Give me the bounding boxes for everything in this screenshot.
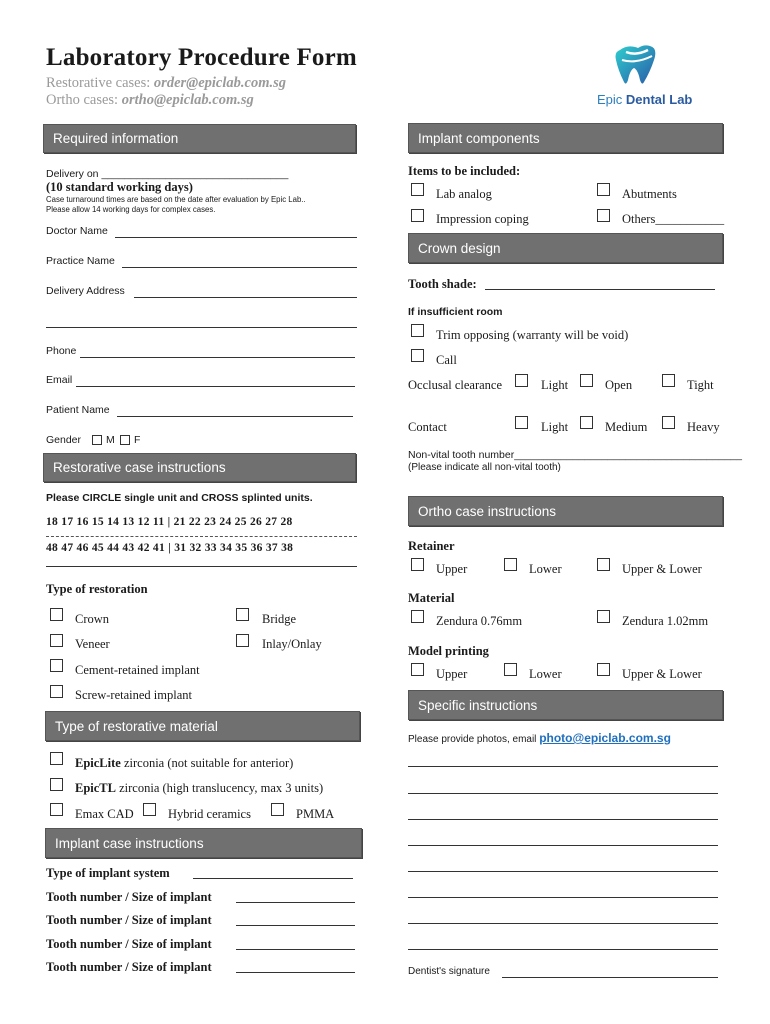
logo-text: [597, 92, 692, 107]
model-upper-label: Upper: [436, 667, 468, 681]
phone-line[interactable]: [80, 357, 355, 358]
inlay-onlay-checkbox[interactable]: [236, 634, 249, 647]
epictl-name: EpicTL: [75, 781, 116, 795]
occlusal-light-checkbox[interactable]: [515, 374, 528, 387]
specific-line-7[interactable]: [408, 923, 718, 924]
working-days-note: (10 standard working days): [46, 180, 193, 194]
specific-line-3[interactable]: [408, 819, 718, 820]
lab-analog-checkbox[interactable]: [411, 183, 424, 196]
ortho-case-header: Ortho case instructions: [408, 496, 723, 526]
email-line[interactable]: [76, 386, 355, 387]
epiclite-name: EpicLite: [75, 756, 121, 770]
retainer-label: Retainer: [408, 539, 455, 553]
circle-cross-instruction: Please CIRCLE single unit and CROSS splinted units.: [46, 492, 313, 504]
type-of-restoration-label: Type of restoration: [46, 582, 148, 596]
delivery-address-label: Delivery Address: [46, 285, 125, 297]
occlusal-tight-label: Tight: [687, 378, 714, 392]
items-included-label: Items to be included:: [408, 164, 521, 178]
ortho-email[interactable]: ortho@epiclab.com.sg: [121, 92, 254, 108]
contact-medium-checkbox[interactable]: [580, 416, 593, 429]
ortho-contact: [46, 92, 254, 109]
required-information-header: Required information: [43, 124, 356, 153]
tooth-size-line-4[interactable]: [236, 972, 355, 973]
specific-instructions-header: Specific instructions: [408, 690, 723, 720]
model-printing-label: Model printing: [408, 644, 489, 658]
epiclite-label: [75, 756, 293, 771]
gender-m-label: M: [106, 434, 115, 446]
trim-opposing-checkbox[interactable]: [411, 324, 424, 337]
cement-implant-checkbox[interactable]: [50, 659, 63, 672]
doctor-name-line[interactable]: [115, 237, 357, 238]
zendura-102-label: Zendura 1.02mm: [622, 614, 709, 628]
gender-m-checkbox[interactable]: [92, 435, 102, 445]
contact-light-checkbox[interactable]: [515, 416, 528, 429]
contact-label: Contact: [408, 420, 447, 434]
impression-coping-label: Impression coping: [436, 212, 529, 226]
retainer-upper-lower-label: Upper & Lower: [622, 562, 702, 576]
model-upper-lower-label: Upper & Lower: [622, 667, 702, 681]
epic-dental-lab-logo: [592, 42, 712, 114]
turnaround-note: Case turnaround times are based on the date after evaluation by Epic Lab..: [46, 195, 306, 204]
complex-cases-note: Please allow 14 working days for complex cases.: [46, 205, 216, 214]
insufficient-room-label: If insufficient room: [408, 306, 503, 318]
trim-opposing-label: Trim opposing (warranty will be void): [436, 328, 629, 342]
inlay-onlay-label: Inlay/Onlay: [262, 637, 322, 651]
epiclite-desc: zirconia (not suitable for anterior): [120, 756, 294, 770]
screw-implant-checkbox[interactable]: [50, 685, 63, 698]
zendura-076-checkbox[interactable]: [411, 610, 424, 623]
tooth-shade-label: Tooth shade:: [408, 277, 477, 291]
implant-components-header: Implant components: [408, 123, 723, 153]
epictl-label: [75, 781, 323, 796]
retainer-upper-checkbox[interactable]: [411, 558, 424, 571]
contact-light-label: Light: [541, 420, 569, 434]
ortho-contact-label: Ortho cases:: [46, 92, 122, 108]
abutments-checkbox[interactable]: [597, 183, 610, 196]
pmma-checkbox[interactable]: [271, 803, 284, 816]
zendura-102-checkbox[interactable]: [597, 610, 610, 623]
epictl-desc: zirconia (high translucency, max 3 units): [116, 781, 324, 795]
provide-photos-note: [408, 731, 671, 745]
delivery-address-line-2[interactable]: [46, 327, 357, 328]
restorative-material-header: Type of restorative material: [45, 711, 360, 741]
tooth-size-label-1: Tooth number / Size of implant: [46, 890, 212, 904]
model-lower-checkbox[interactable]: [504, 663, 517, 676]
practice-name-label: Practice Name: [46, 255, 115, 267]
tooth-size-label-2: Tooth number / Size of implant: [46, 913, 212, 927]
gender-f-checkbox[interactable]: [120, 435, 130, 445]
email-label: Email: [46, 374, 73, 386]
restorative-case-header: Restorative case instructions: [43, 453, 356, 482]
non-vital-tooth-field[interactable]: Non-vital tooth number_______________________________________: [408, 449, 742, 461]
retainer-upper-lower-checkbox[interactable]: [597, 558, 610, 571]
specific-line-6[interactable]: [408, 897, 718, 898]
dentist-signature-line[interactable]: [502, 977, 718, 978]
logo-text-dental-lab: Dental Lab: [625, 92, 693, 107]
veneer-label: Veneer: [75, 637, 110, 651]
teeth-bottom-line: [46, 566, 357, 567]
restorative-contact-label: Restorative cases:: [46, 75, 154, 91]
delivery-on-field[interactable]: Delivery on ________________________________: [46, 168, 289, 180]
non-vital-note: (Please indicate all non-vital tooth): [408, 462, 561, 473]
bridge-checkbox[interactable]: [236, 608, 249, 621]
tooth-shade-line[interactable]: [485, 289, 715, 290]
tooth-size-line-2[interactable]: [236, 925, 355, 926]
lab-analog-label: Lab analog: [436, 187, 492, 201]
specific-line-2[interactable]: [408, 793, 718, 794]
impression-coping-checkbox[interactable]: [411, 209, 424, 222]
crown-label: Crown: [75, 612, 110, 626]
hybrid-ceramics-checkbox[interactable]: [143, 803, 156, 816]
gender-f-label: F: [134, 434, 141, 446]
call-checkbox[interactable]: [411, 349, 424, 362]
photo-email-link[interactable]: photo@epiclab.com.sg: [539, 731, 671, 745]
teeth-divider: [46, 536, 357, 537]
epiclite-checkbox[interactable]: [50, 752, 63, 765]
implant-system-line[interactable]: [193, 878, 353, 879]
tooth-size-label-3: Tooth number / Size of implant: [46, 937, 212, 951]
implant-system-label: Type of implant system: [46, 866, 170, 880]
logo-text-epic: Epic: [597, 92, 626, 107]
patient-name-line[interactable]: [117, 416, 353, 417]
model-lower-label: Lower: [529, 667, 562, 681]
zendura-076-label: Zendura 0.76mm: [436, 614, 523, 628]
provide-photos-text: Please provide photos, email: [408, 734, 540, 745]
contact-heavy-checkbox[interactable]: [662, 416, 675, 429]
tooth-size-label-4: Tooth number / Size of implant: [46, 960, 212, 974]
veneer-checkbox[interactable]: [50, 634, 63, 647]
others-checkbox[interactable]: [597, 209, 610, 222]
retainer-upper-label: Upper: [436, 562, 468, 576]
tooth-logo-icon: [592, 42, 712, 92]
specific-line-5[interactable]: [408, 871, 718, 872]
gender-label: Gender: [46, 434, 82, 446]
retainer-lower-checkbox[interactable]: [504, 558, 517, 571]
contact-medium-label: Medium: [605, 420, 648, 434]
phone-label: Phone: [46, 345, 77, 357]
practice-name-line[interactable]: [122, 267, 357, 268]
restorative-contact: [46, 75, 286, 92]
call-label: Call: [436, 353, 457, 367]
epictl-checkbox[interactable]: [50, 778, 63, 791]
model-upper-lower-checkbox[interactable]: [597, 663, 610, 676]
delivery-address-line[interactable]: [134, 297, 357, 298]
occlusal-tight-checkbox[interactable]: [662, 374, 675, 387]
doctor-name-label: Doctor Name: [46, 225, 108, 237]
lower-teeth-numbers[interactable]: 48 47 46 45 44 43 42 41 | 31 32 33 34 35 36 37 38: [46, 542, 294, 554]
occlusal-open-label: Open: [605, 378, 633, 392]
emax-checkbox[interactable]: [50, 803, 63, 816]
cement-implant-label: Cement-retained implant: [75, 663, 200, 677]
dentist-signature-label: Dentist's signature: [408, 966, 490, 977]
crown-checkbox[interactable]: [50, 608, 63, 621]
occlusal-clearance-label: Occlusal clearance: [408, 378, 503, 392]
crown-design-header: Crown design: [408, 233, 723, 263]
restorative-email[interactable]: order@epiclab.com.sg: [153, 75, 286, 91]
emax-label: Emax CAD: [75, 807, 134, 821]
others-label[interactable]: Others___________: [622, 212, 725, 226]
occlusal-light-label: Light: [541, 378, 569, 392]
page-title: Laboratory Procedure Form: [46, 44, 357, 71]
occlusal-open-checkbox[interactable]: [580, 374, 593, 387]
abutments-label: Abutments: [622, 187, 677, 201]
retainer-lower-label: Lower: [529, 562, 562, 576]
upper-teeth-numbers[interactable]: 18 17 16 15 14 13 12 11 | 21 22 23 24 25 26 27 28: [46, 516, 293, 528]
bridge-label: Bridge: [262, 612, 297, 626]
model-upper-checkbox[interactable]: [411, 663, 424, 676]
specific-line-8[interactable]: [408, 949, 718, 950]
material-label: Material: [408, 591, 455, 605]
pmma-label: PMMA: [296, 807, 335, 821]
specific-line-4[interactable]: [408, 845, 718, 846]
hybrid-ceramics-label: Hybrid ceramics: [168, 807, 251, 821]
tooth-size-line-3[interactable]: [236, 949, 355, 950]
tooth-size-line-1[interactable]: [236, 902, 355, 903]
specific-line-1[interactable]: [408, 766, 718, 767]
patient-name-label: Patient Name: [46, 404, 110, 416]
screw-implant-label: Screw-retained implant: [75, 688, 192, 702]
contact-heavy-label: Heavy: [687, 420, 720, 434]
implant-case-header: Implant case instructions: [45, 828, 362, 858]
